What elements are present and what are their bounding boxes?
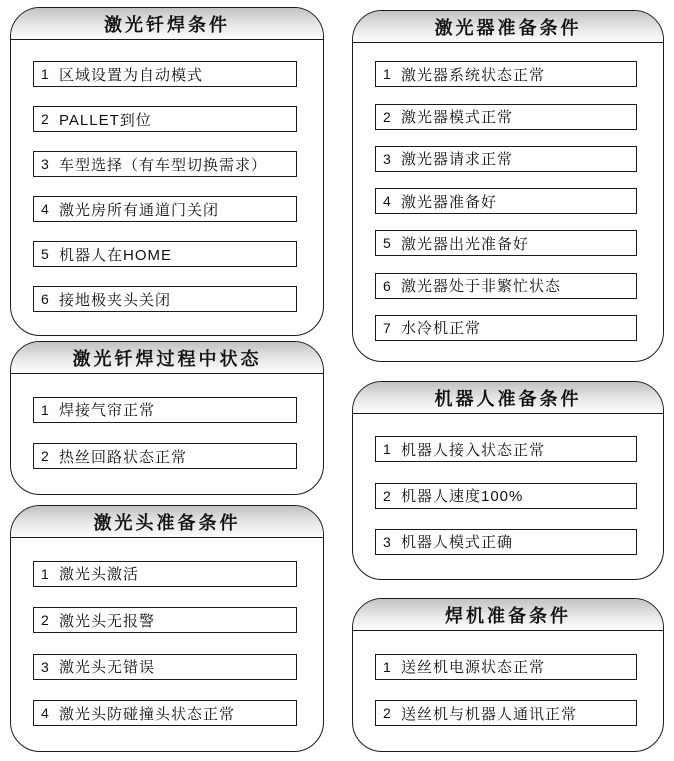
item-number: 2	[383, 108, 391, 125]
condition-item	[375, 483, 637, 509]
item-text: 机器人速度100%	[401, 488, 524, 505]
item-text: 水冷机正常	[401, 320, 482, 338]
item-text: 送丝机电源状态正常	[401, 659, 546, 677]
item-text: 车型选择（有车型切换需求）	[59, 156, 268, 174]
condition-item	[375, 700, 637, 726]
condition-item	[33, 241, 297, 267]
panel-header	[353, 11, 663, 43]
condition-item	[375, 315, 637, 341]
item-text: 激光头无错误	[59, 659, 156, 677]
condition-item	[33, 286, 297, 312]
item-text: 激光器请求正常	[401, 151, 514, 169]
item-text: 焊接气帘正常	[59, 402, 156, 420]
condition-item	[375, 104, 637, 130]
item-number: 5	[41, 246, 49, 262]
item-number: 1	[41, 401, 49, 418]
item-number: 2	[41, 448, 49, 465]
item-number: 2	[383, 487, 391, 504]
condition-item	[375, 436, 637, 462]
item-number: 3	[383, 533, 391, 550]
panel-title: 机器人准备条件	[434, 388, 582, 409]
panel-header	[11, 506, 323, 538]
item-number: 4	[41, 705, 49, 722]
item-text: 接地极夹头关闭	[59, 291, 172, 309]
item-number: 3	[41, 658, 49, 675]
condition-item	[33, 654, 297, 680]
item-text: 激光房所有通道门关闭	[59, 201, 220, 219]
item-number: 1	[383, 441, 391, 458]
panel-welder-ready-conditions	[352, 598, 664, 752]
item-text: PALLET到位	[59, 111, 152, 129]
condition-item	[375, 146, 637, 172]
item-number: 2	[41, 111, 49, 127]
condition-item	[33, 443, 297, 469]
item-text: 热丝回路状态正常	[59, 448, 188, 466]
panel-laser-brazing-in-process-status	[10, 341, 324, 495]
panel-body	[11, 40, 323, 335]
panel-robot-ready-conditions	[352, 381, 664, 580]
panel-header	[11, 342, 323, 374]
item-text: 送丝机与机器人通讯正常	[401, 705, 578, 723]
panel-laser-brazing-conditions	[10, 7, 324, 336]
item-number: 2	[41, 612, 49, 629]
panel-header	[353, 599, 663, 631]
item-number: 1	[383, 658, 391, 675]
panel-title: 激光器准备条件	[434, 17, 582, 38]
condition-item	[375, 273, 637, 299]
condition-item	[375, 529, 637, 555]
panel-body	[353, 43, 663, 361]
item-number: 1	[383, 66, 391, 83]
item-text: 激光头无报警	[59, 612, 156, 630]
condition-item	[33, 196, 297, 222]
item-number: 2	[383, 705, 391, 722]
item-text: 激光头防碰撞头状态正常	[59, 705, 236, 723]
panel-title: 激光钎焊过程中状态	[72, 348, 262, 369]
item-number: 5	[383, 235, 391, 252]
condition-item	[375, 230, 637, 256]
condition-item	[33, 561, 297, 587]
item-text: 区域设置为自动模式	[59, 66, 204, 84]
condition-item	[33, 700, 297, 726]
item-number: 6	[41, 291, 49, 307]
item-number: 6	[383, 277, 391, 294]
item-text: 激光器准备好	[401, 193, 498, 211]
item-number: 4	[383, 193, 391, 209]
item-number: 1	[41, 66, 49, 82]
item-text: 激光器系统状态正常	[401, 66, 546, 84]
panel-body	[353, 631, 663, 751]
panel-title: 激光头准备条件	[93, 512, 241, 533]
panel-body	[11, 374, 323, 494]
condition-item	[33, 151, 297, 177]
panel-header	[353, 382, 663, 414]
item-text: 机器人模式正确	[401, 534, 514, 552]
item-text: 机器人接入状态正常	[401, 441, 546, 459]
condition-item	[33, 106, 297, 132]
panel-laser-head-ready-conditions	[10, 505, 324, 752]
item-text: 激光器出光准备好	[401, 235, 530, 253]
condition-item	[375, 654, 637, 680]
item-text: 激光器模式正常	[401, 109, 514, 126]
condition-item	[33, 397, 297, 423]
panel-body	[11, 538, 323, 751]
item-text: 激光器处于非繁忙状态	[401, 278, 562, 295]
condition-item	[375, 61, 637, 87]
item-number: 1	[41, 565, 49, 582]
item-number: 3	[383, 150, 391, 167]
panel-header	[11, 8, 323, 40]
condition-item	[33, 61, 297, 87]
panel-body	[353, 414, 663, 579]
item-number: 4	[41, 201, 49, 217]
condition-item	[375, 188, 637, 214]
panel-laser-device-ready-conditions	[352, 10, 664, 362]
condition-item	[33, 607, 297, 633]
item-text: 机器人在HOME	[59, 246, 173, 264]
panel-title: 焊机准备条件	[445, 605, 571, 626]
panel-title: 激光钎焊条件	[104, 14, 230, 35]
item-text: 激光头激活	[59, 566, 140, 584]
item-number: 7	[383, 319, 391, 336]
item-number: 3	[41, 156, 49, 172]
